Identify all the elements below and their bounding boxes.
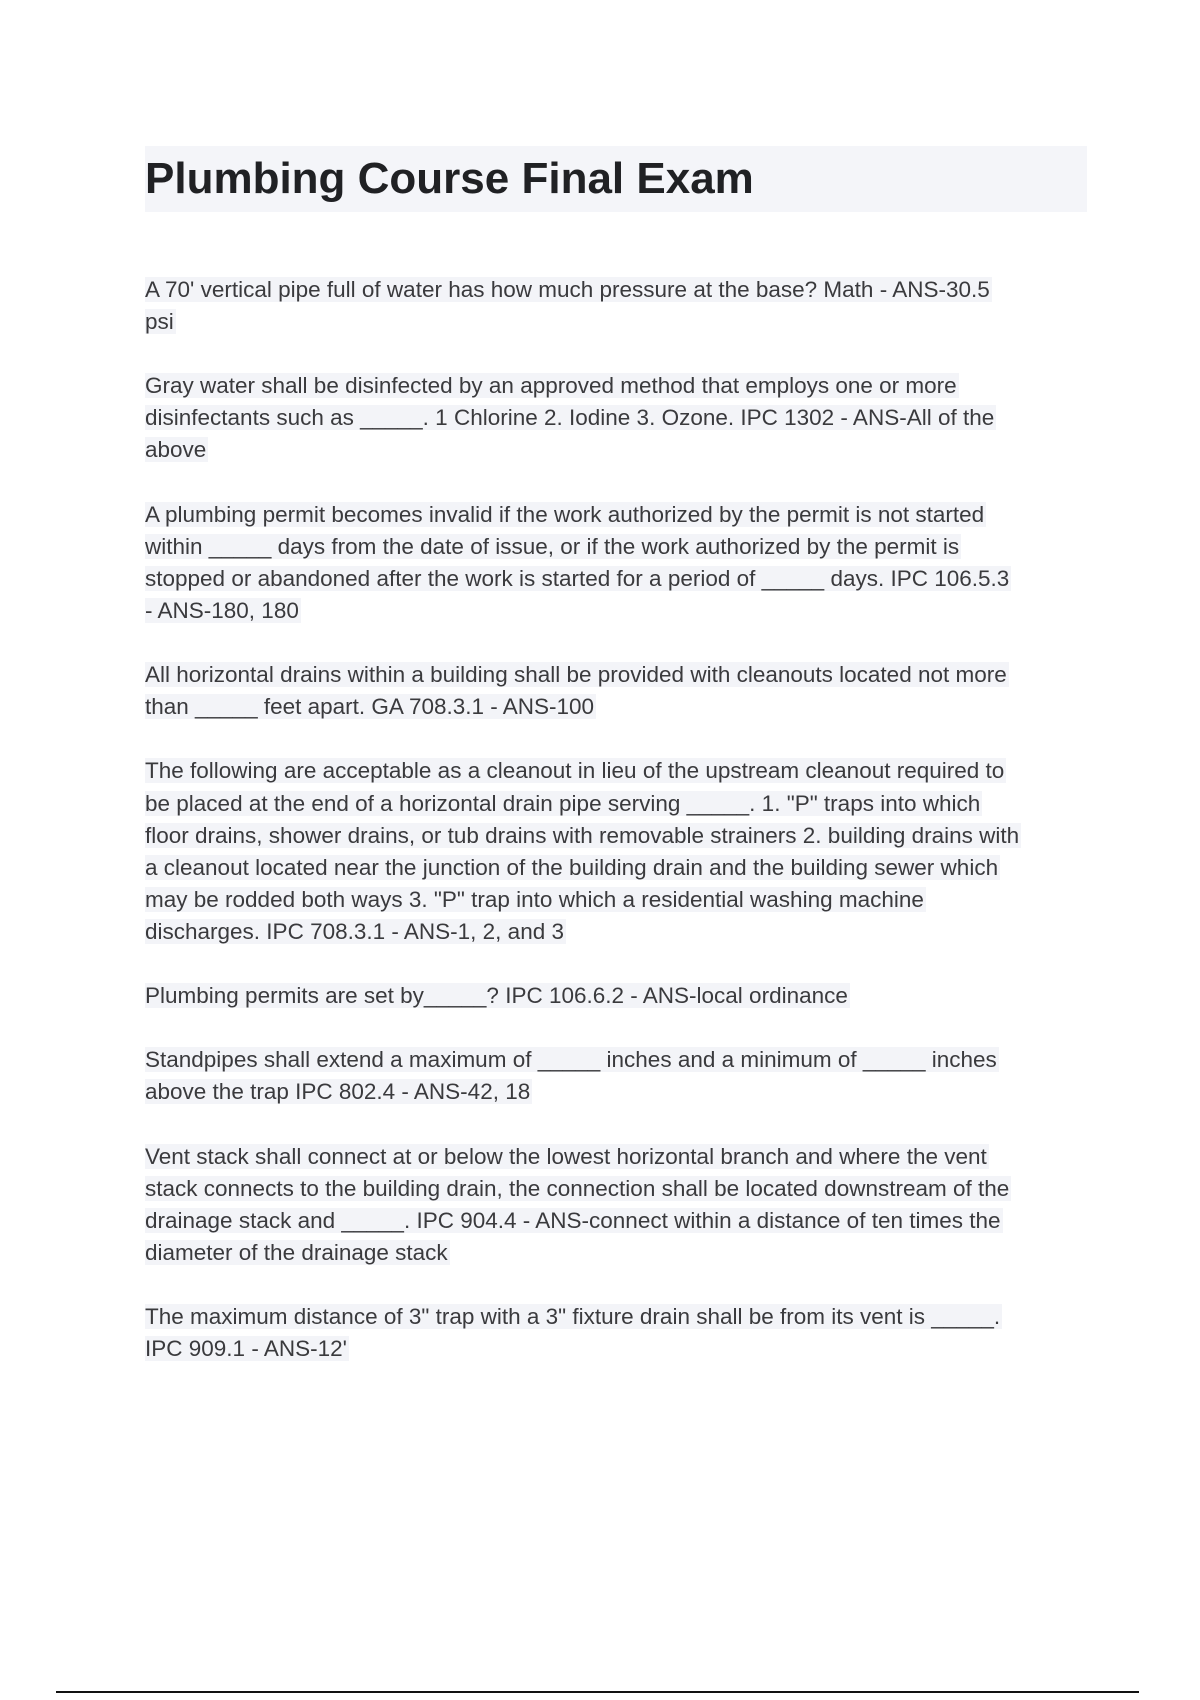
question-line-text: All horizontal drains within a building shall be provided with cleanouts located not more [145, 662, 1007, 688]
question-line [145, 820, 1105, 852]
question-line [145, 595, 1105, 627]
question-line [145, 788, 1105, 820]
question-item [145, 1301, 1105, 1365]
question-line-text: stack connects to the building drain, the connection shall be located downstream of the [145, 1175, 1010, 1201]
question-list [145, 274, 1105, 1397]
page-bottom-rule [56, 1691, 1139, 1693]
question-line-text: disinfectants such as _____. 1 Chlorine 2. Iodine 3. Ozone. IPC 1302 - ANS-All of the [145, 405, 995, 431]
question-item [145, 980, 1105, 1012]
question-line-text: Vent stack shall connect at or below the lowest horizontal branch and where the vent [145, 1143, 987, 1169]
question-line [145, 916, 1105, 948]
question-line [145, 1333, 1105, 1365]
question-line [145, 1237, 1105, 1269]
question-line-text: within _____ days from the date of issue, or if the work authorized by the permit is [145, 533, 960, 559]
question-line [145, 691, 1105, 723]
question-line-text: diameter of the drainage stack [145, 1239, 448, 1265]
question-line [145, 1141, 1105, 1173]
question-line [145, 1301, 1105, 1333]
question-line-text: than _____ feet apart. GA 708.3.1 - ANS-100 [145, 694, 595, 720]
question-line-text: psi [145, 309, 174, 335]
question-line [145, 884, 1105, 916]
question-line-text: above the trap IPC 802.4 - ANS-42, 18 [145, 1079, 531, 1105]
question-line [145, 499, 1105, 531]
question-item [145, 755, 1105, 948]
question-item [145, 659, 1105, 723]
question-line-text: may be rodded both ways 3. "P" trap into which a residential washing machine [145, 886, 924, 912]
question-item [145, 370, 1105, 466]
question-line-text: a cleanout located near the junction of the building drain and the building sewer which [145, 854, 999, 880]
question-line [145, 1076, 1105, 1108]
question-line [145, 370, 1105, 402]
question-line-text: drainage stack and _____. IPC 904.4 - ANS-connect within a distance of ten times the [145, 1207, 1001, 1233]
question-line [145, 563, 1105, 595]
question-line [145, 980, 1105, 1012]
question-line-text: The following are acceptable as a cleanout in lieu of the upstream cleanout required to [145, 758, 1005, 784]
question-line-text: Plumbing permits are set by_____? IPC 106.6.2 - ANS-local ordinance [145, 983, 848, 1009]
question-line-text: A plumbing permit becomes invalid if the work authorized by the permit is not started [145, 501, 985, 527]
question-item [145, 499, 1105, 627]
question-line-text: floor drains, shower drains, or tub drains with removable strainers 2. building drains with [145, 822, 1020, 848]
question-line [145, 1205, 1105, 1237]
question-line [145, 1044, 1105, 1076]
question-line [145, 306, 1105, 338]
question-line [145, 852, 1105, 884]
page-title: Plumbing Course Final Exam [145, 154, 754, 203]
question-line [145, 1173, 1105, 1205]
question-item [145, 274, 1105, 338]
question-line-text: The maximum distance of 3" trap with a 3" fixture drain shall be from its vent is _____. [145, 1304, 1001, 1329]
question-item [145, 1141, 1105, 1269]
question-line [145, 402, 1105, 434]
question-line [145, 659, 1105, 691]
question-line-text: Gray water shall be disinfected by an approved method that employs one or more [145, 373, 957, 399]
question-line [145, 434, 1105, 466]
question-line [145, 755, 1105, 787]
question-item [145, 1044, 1105, 1108]
question-line-text: be placed at the end of a horizontal drain pipe serving _____. 1. "P" traps into which [145, 790, 981, 816]
question-line-text: Standpipes shall extend a maximum of _____ inches and a minimum of _____ inches [145, 1047, 997, 1073]
question-line [145, 274, 1105, 306]
question-line-text: discharges. IPC 708.3.1 - ANS-1, 2, and 3 [145, 918, 564, 944]
question-line-text: - ANS-180, 180 [145, 597, 299, 623]
question-line-text: stopped or abandoned after the work is started for a period of _____ days. IPC 106.5.3 [145, 565, 1010, 591]
question-line-text: A 70' vertical pipe full of water has how much pressure at the base? Math - ANS-30.5 [145, 277, 990, 302]
question-line-text: above [145, 437, 207, 463]
question-line [145, 531, 1105, 563]
question-line-text: IPC 909.1 - ANS-12' [145, 1336, 347, 1362]
